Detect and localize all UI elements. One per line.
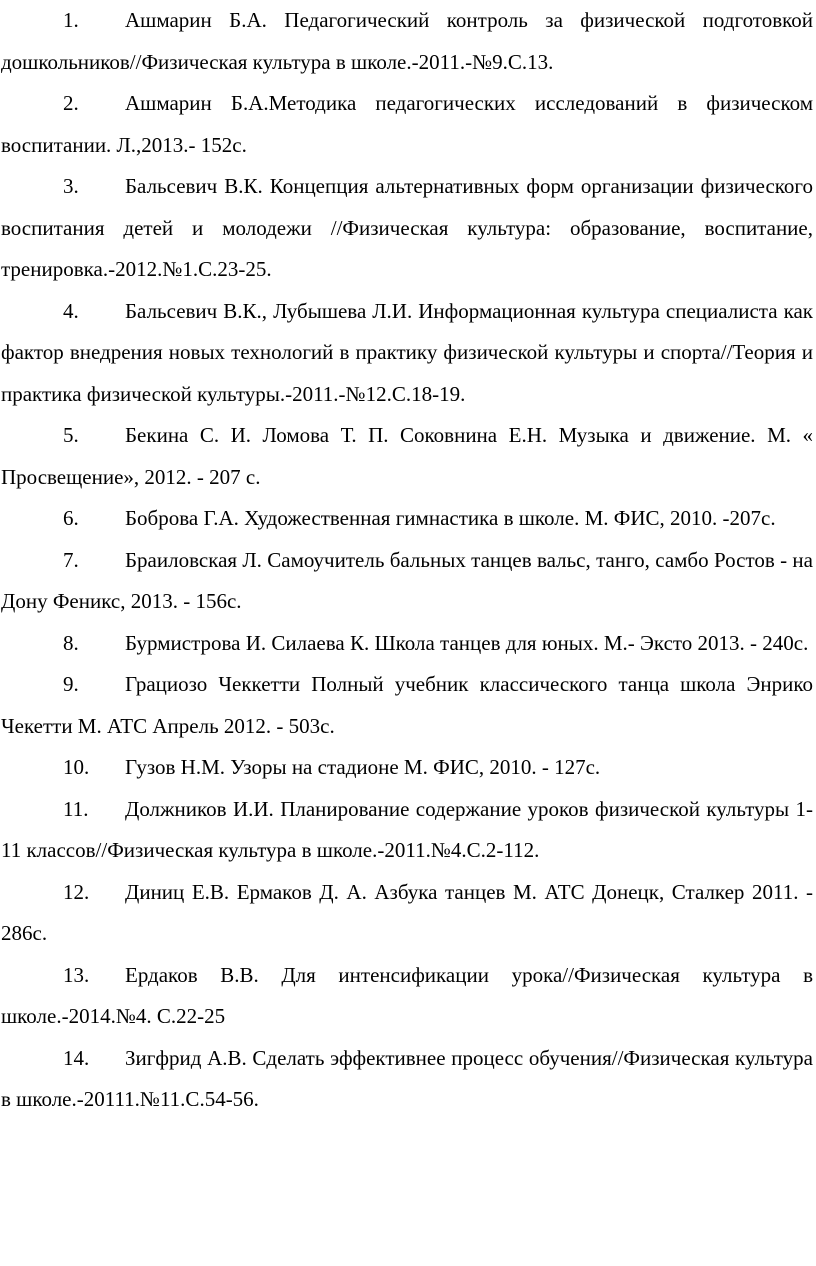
reference-item xyxy=(1,872,813,955)
reference-number: 9. xyxy=(63,672,79,696)
reference-text: Бекина С. И. Ломова Т. П. Соковнина Е.Н. Музыка и движение. М. « Просвещение», 2012. - 207 с. xyxy=(1,423,813,489)
reference-item xyxy=(1,498,813,540)
reference-text: Ашмарин Б.А.Методика педагогических исследований в физическом воспитании. Л.,2013.- 152с. xyxy=(1,91,813,157)
reference-text: Бурмистрова И. Силаева К. Школа танцев для юных. М.- Эксто 2013. - 240с. xyxy=(125,630,809,655)
reference-item xyxy=(1,291,813,416)
reference-number: 13. xyxy=(63,962,90,987)
reference-item xyxy=(1,83,813,166)
reference-number: 6. xyxy=(63,506,79,530)
reference-item xyxy=(1,166,813,291)
reference-number: 7. xyxy=(63,547,79,572)
reference-text: Бальсевич В.К. Концепция альтернативных форм организации физического воспитания детей и молодежи //Физическая культура: образование, воспитание, тренировка.-2012.№1.С.23-25. xyxy=(1,174,813,281)
reference-text: Браиловская Л. Самоучитель бальных танцев вальс, танго, самбо Ростов - на Дону Феникс, 2013. - 156с. xyxy=(1,547,813,613)
reference-text: Боброва Г.А. Художественная гимнастика в школе. М. ФИС, 2010. -207с. xyxy=(125,506,776,530)
reference-item xyxy=(1,955,813,1038)
reference-text: Должников И.И. Планирование содержание уроков физической культуры 1-11 классов//Физическая культура в школе.-2011.№4.С.2-112. xyxy=(1,796,813,862)
reference-number: 4. xyxy=(63,298,79,323)
reference-list xyxy=(1,0,813,1121)
reference-number: 8. xyxy=(63,630,79,655)
reference-item xyxy=(1,664,813,747)
reference-text: Диниц Е.В. Ермаков Д. А. Азбука танцев М. АТС Донецк, Сталкер 2011. - 286с. xyxy=(1,879,813,945)
reference-number: 1. xyxy=(63,8,79,32)
reference-number: 14. xyxy=(63,1045,90,1070)
reference-text: Ашмарин Б.А. Педагогический контроль за физической подготовкой дошкольников//Физическая культура в школе.-2011.-№9.С.13. xyxy=(1,8,813,74)
reference-text: Бальсевич В.К., Лубышева Л.И. Информационная культура специалиста как фактор внедрения новых технологий в практику физической культуры и спорта//Теория и практика физической культуры.-2011.-№12.С.18-19. xyxy=(1,298,813,406)
reference-item xyxy=(1,540,813,623)
reference-item xyxy=(1,0,813,83)
reference-number: 5. xyxy=(63,423,79,447)
reference-number: 2. xyxy=(63,91,79,115)
reference-number: 11. xyxy=(63,796,89,821)
reference-text: Грациозо Чеккетти Полный учебник классического танца школа Энрико Чекетти М. АТС Апрель 2012. - 503с. xyxy=(1,672,813,738)
reference-item xyxy=(1,623,813,665)
reference-item xyxy=(1,1038,813,1121)
reference-item xyxy=(1,789,813,872)
reference-number: 12. xyxy=(63,879,90,904)
reference-item xyxy=(1,747,813,789)
reference-text: Ердаков В.В. Для интенсификации урока//Физическая культура в школе.-2014.№4. С.22-25 xyxy=(1,962,813,1028)
reference-item xyxy=(1,415,813,498)
reference-text: Зигфрид А.В. Сделать эффективнее процесс обучения//Физическая культура в школе.-20111.№11.С.54-56. xyxy=(1,1045,813,1111)
reference-number: 3. xyxy=(63,174,79,198)
reference-number: 10. xyxy=(63,755,90,779)
reference-text: Гузов Н.М. Узоры на стадионе М. ФИС, 2010. - 127с. xyxy=(125,755,601,779)
